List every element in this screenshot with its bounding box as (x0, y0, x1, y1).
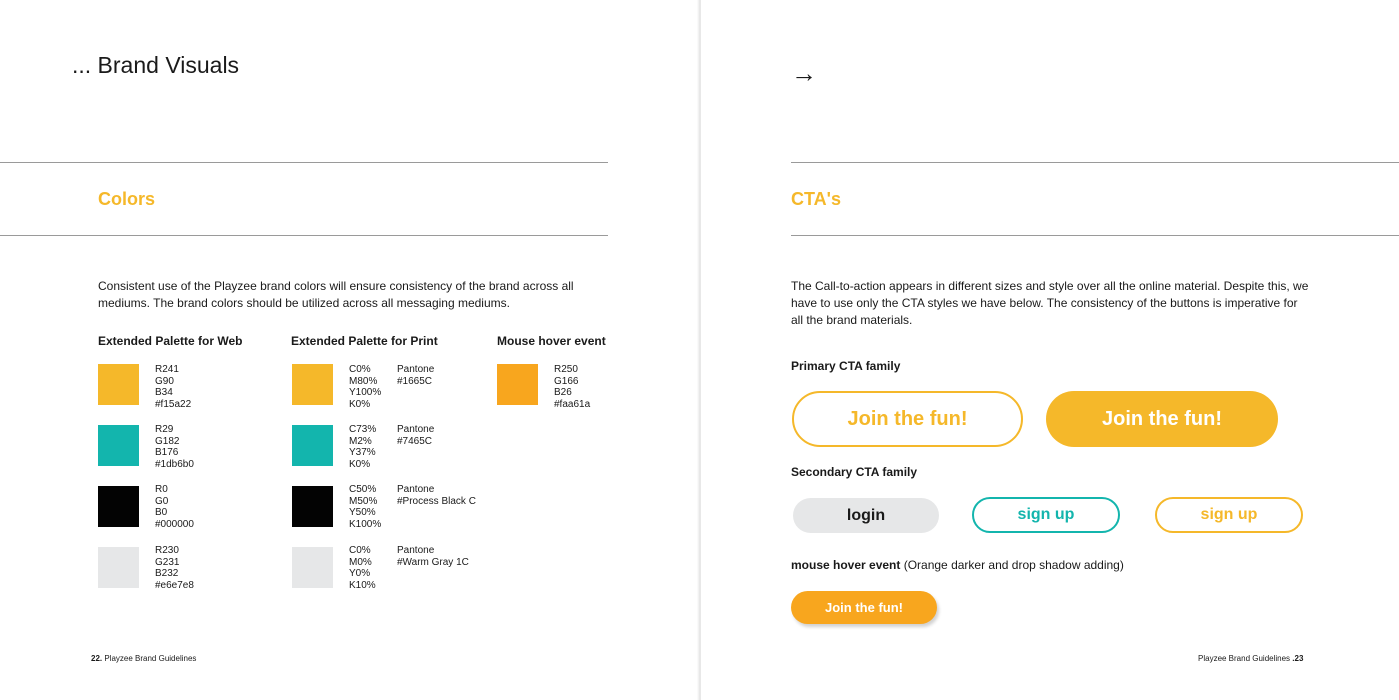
login-button[interactable]: login (793, 498, 939, 533)
primary-cta-filled-button[interactable]: Join the fun! (1046, 391, 1278, 447)
print-cmyk-gray: C0% M0% Y0% K10% (349, 545, 376, 591)
web-spec-black: R0 G0 B0 #000000 (155, 484, 194, 530)
web-swatch-teal (98, 425, 139, 466)
print-pantone-black: Pantone #Process Black C (397, 484, 476, 507)
section-title-ctas: CTA's (791, 189, 841, 209)
hover-event-label-note: (Orange darker and drop shadow adding) (900, 558, 1124, 572)
hover-swatch-orange (497, 364, 538, 405)
print-cmyk-yellow: C0% M80% Y100% K0% (349, 364, 382, 410)
print-pantone-yellow: Pantone #1665C (397, 364, 435, 387)
section-title-colors: Colors (98, 189, 156, 209)
arrow-right-icon: → (791, 58, 817, 88)
primary-cta-outline-button[interactable]: Join the fun! (792, 391, 1023, 447)
secondary-cta-label: Secondary CTA family (791, 465, 918, 479)
column-head-print: Extended Palette for Print (291, 334, 438, 348)
print-swatch-gray (292, 547, 333, 588)
footer-page-number: .23 (1292, 654, 1304, 663)
divider-bottom (0, 235, 608, 236)
column-head-hover: Mouse hover event (497, 334, 606, 348)
print-swatch-black (292, 486, 333, 527)
print-cmyk-teal: C73% M2% Y37% K0% (349, 424, 377, 470)
page-left (0, 0, 699, 700)
signup-teal-button[interactable]: sign up (972, 497, 1120, 533)
primary-cta-label: Primary CTA family (791, 359, 901, 373)
hover-event-label-bold: mouse hover event (791, 558, 901, 572)
web-swatch-gray (98, 547, 139, 588)
divider-top (791, 162, 1399, 163)
hover-cta-button[interactable]: Join the fun! (791, 591, 937, 624)
hover-event-label (791, 558, 1124, 572)
colors-intro: Consistent use of the Playzee brand colors will ensure consistency of the brand across all mediums. The brand colors should be utilized across all messaging mediums. (98, 279, 574, 310)
column-head-web: Extended Palette for Web (98, 334, 243, 348)
footer-text: Playzee Brand Guidelines (102, 654, 197, 663)
footer-left (91, 654, 196, 663)
print-pantone-teal: Pantone #7465C (397, 424, 435, 447)
print-pantone-gray: Pantone #Warm Gray 1C (397, 545, 469, 568)
print-swatch-yellow (292, 364, 333, 405)
footer-text: Playzee Brand Guidelines (1198, 654, 1293, 663)
hover-spec-orange: R250 G166 B26 #faa61a (554, 364, 591, 410)
web-swatch-black (98, 486, 139, 527)
divider-bottom (791, 235, 1399, 236)
page-title: ... Brand Visuals (72, 52, 240, 78)
footer-page-number: 22. (91, 654, 103, 663)
web-spec-gray: R230 G231 B232 #e6e7e8 (155, 545, 194, 591)
print-swatch-teal (292, 425, 333, 466)
page-right (701, 0, 1399, 700)
web-spec-yellow: R241 G90 B34 #f15a22 (155, 364, 192, 410)
signup-yellow-button[interactable]: sign up (1155, 497, 1303, 533)
web-swatch-yellow (98, 364, 139, 405)
divider-top (0, 162, 608, 163)
cta-intro: The Call-to-action appears in different sizes and style over all the online material. Despite this, we have to use only the CTA styles we have below. The consistency of the buttons is imperative for all the brand materials. (791, 279, 1309, 327)
footer-right (1198, 654, 1303, 663)
web-spec-teal: R29 G182 B176 #1db6b0 (155, 424, 194, 470)
print-cmyk-black: C50% M50% Y50% K100% (349, 484, 382, 530)
